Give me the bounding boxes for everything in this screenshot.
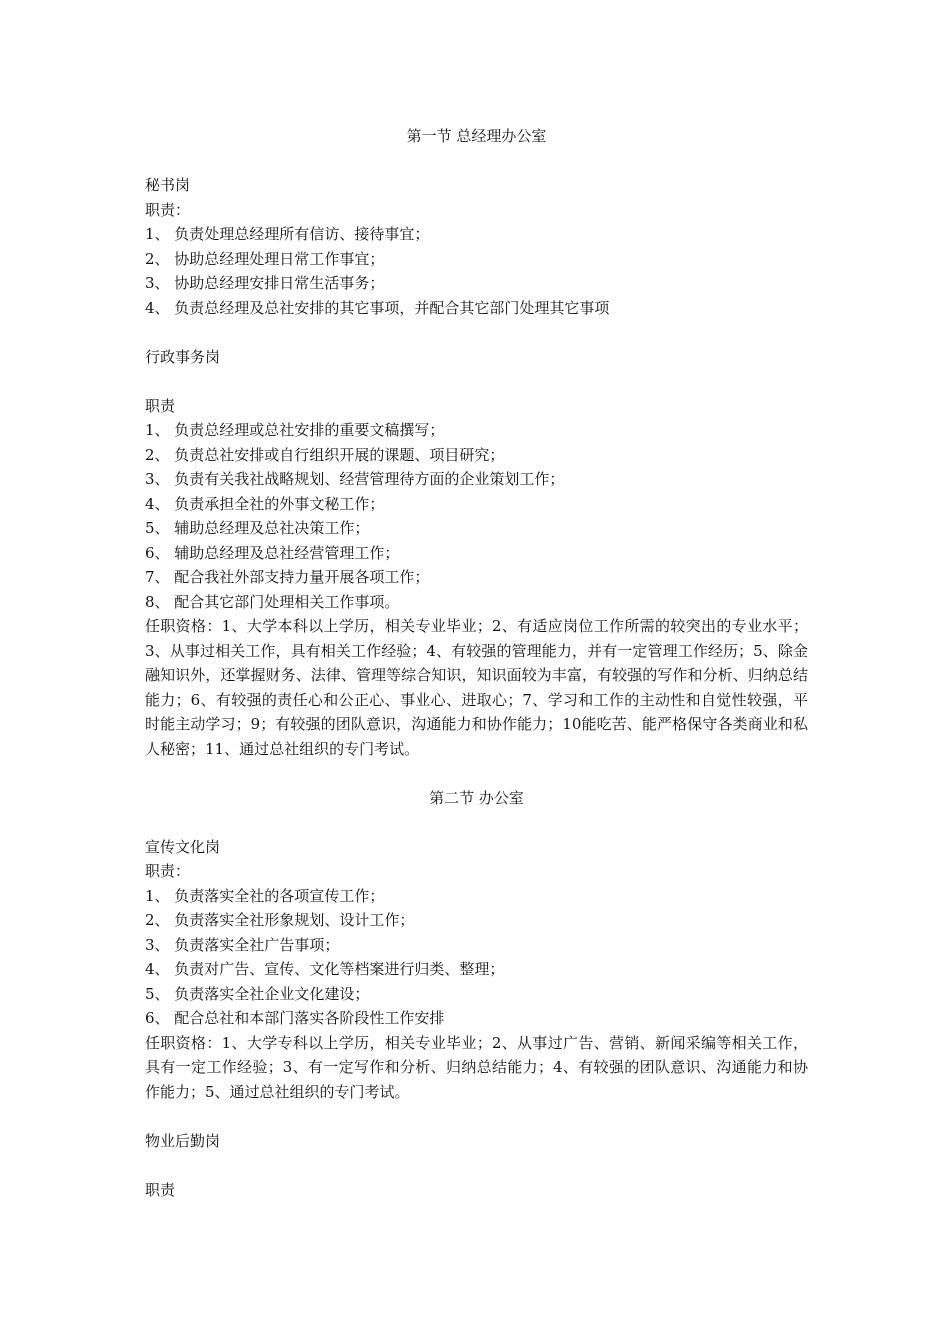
post-property-name: 物业后勤岗	[145, 1131, 221, 1150]
section-1-title: 第一节 总经理办公室	[406, 127, 547, 145]
duty-item: 2、 负责落实全社形象规划、设计工作；	[145, 911, 415, 929]
duty-item: 3、 负责落实全社广告事项；	[145, 935, 340, 954]
spacer	[145, 1104, 808, 1129]
spacer	[145, 810, 808, 835]
post-culture-name: 宣传文化岗	[145, 837, 221, 856]
post-culture-duties-label: 职责：	[145, 862, 191, 880]
spacer	[145, 149, 808, 174]
duty-item: 2、 协助总经理处理日常工作事宜；	[145, 249, 385, 268]
spacer	[145, 320, 808, 345]
post-admin-qualifications: 任职资格：1、大学本科以上学历，相关专业毕业；2、有适应岗位工作所需的较突出的专业水平；3、从事过相关工作，具有相关工作经验；4、有较强的管理能力，并有一定管理工作经历；5、除金融知识外，还掌握财务、法律、管理等综合知识，知识面较为丰富，有较强的写作和分析、归纳总结能力；6、有较强的责任心和公正心、事业心、进取心；7、学习和工作的主动性和自觉性较强，平时能主动学习；9；有较强的团队意识，沟通能力和协作能力；10能吃苦、能严格保守各类商业和私人秘密；11、通过总社组织的专门考试。	[145, 617, 808, 758]
duty-item: 2、 负责总社安排或自行组织开展的课题、项目研究；	[145, 445, 505, 464]
duty-item: 4、 负责总经理及总社安排的其它事项，并配合其它部门处理其它事项	[145, 298, 610, 317]
spacer	[145, 1153, 808, 1178]
duty-item: 7、 配合我社外部支持力量开展各项工作；	[145, 568, 430, 586]
duty-item: 4、 负责承担全社的外事文秘工作；	[145, 494, 385, 513]
post-secretary-duties-label: 职责：	[145, 200, 191, 219]
section-2-title: 第二节 办公室	[429, 788, 524, 807]
duty-item: 3、 负责有关我社战略规划、经营管理待方面的企业策划工作；	[145, 470, 565, 488]
spacer	[145, 761, 808, 786]
post-culture-qualifications: 任职资格：1、大学专科以上学历，相关专业毕业；2、从事过广告、营销、新闻采编等相关工作，具有一定工作经验；3、有一定写作和分析、归纳总结能力；4、有较强的团队意识、沟通能力和协作能力；5、通过总社组织的专门考试。	[145, 1033, 808, 1101]
post-property-duties-label: 职责	[145, 1180, 176, 1199]
duty-item: 6、 配合总社和本部门落实各阶段性工作安排	[145, 1009, 445, 1027]
duty-item: 4、 负责对广告、宣传、文化等档案进行归类、整理；	[145, 960, 505, 978]
duty-item: 1、 负责处理总经理所有信访、接待事宜；	[145, 225, 430, 243]
post-secretary-name: 秘书岗	[145, 176, 191, 194]
spacer	[145, 369, 808, 394]
duty-item: 6、 辅助总经理及总社经营管理工作；	[145, 543, 400, 562]
duty-item: 1、 负责落实全社的各项宣传工作；	[145, 886, 385, 905]
duty-item: 8、 配合其它部门处理相关工作事项。	[145, 592, 400, 611]
duty-item: 3、 协助总经理安排日常生活事务；	[145, 274, 385, 292]
post-admin-duties-label: 职责	[145, 396, 176, 415]
duty-item: 1、 负责总经理或总社安排的重要文稿撰写；	[145, 421, 445, 439]
post-admin-name: 行政事务岗	[145, 347, 221, 366]
duty-item: 5、 负责落实全社企业文化建设；	[145, 984, 370, 1003]
duty-item: 5、 辅助总经理及总社决策工作；	[145, 519, 370, 537]
document-body	[145, 124, 808, 1202]
